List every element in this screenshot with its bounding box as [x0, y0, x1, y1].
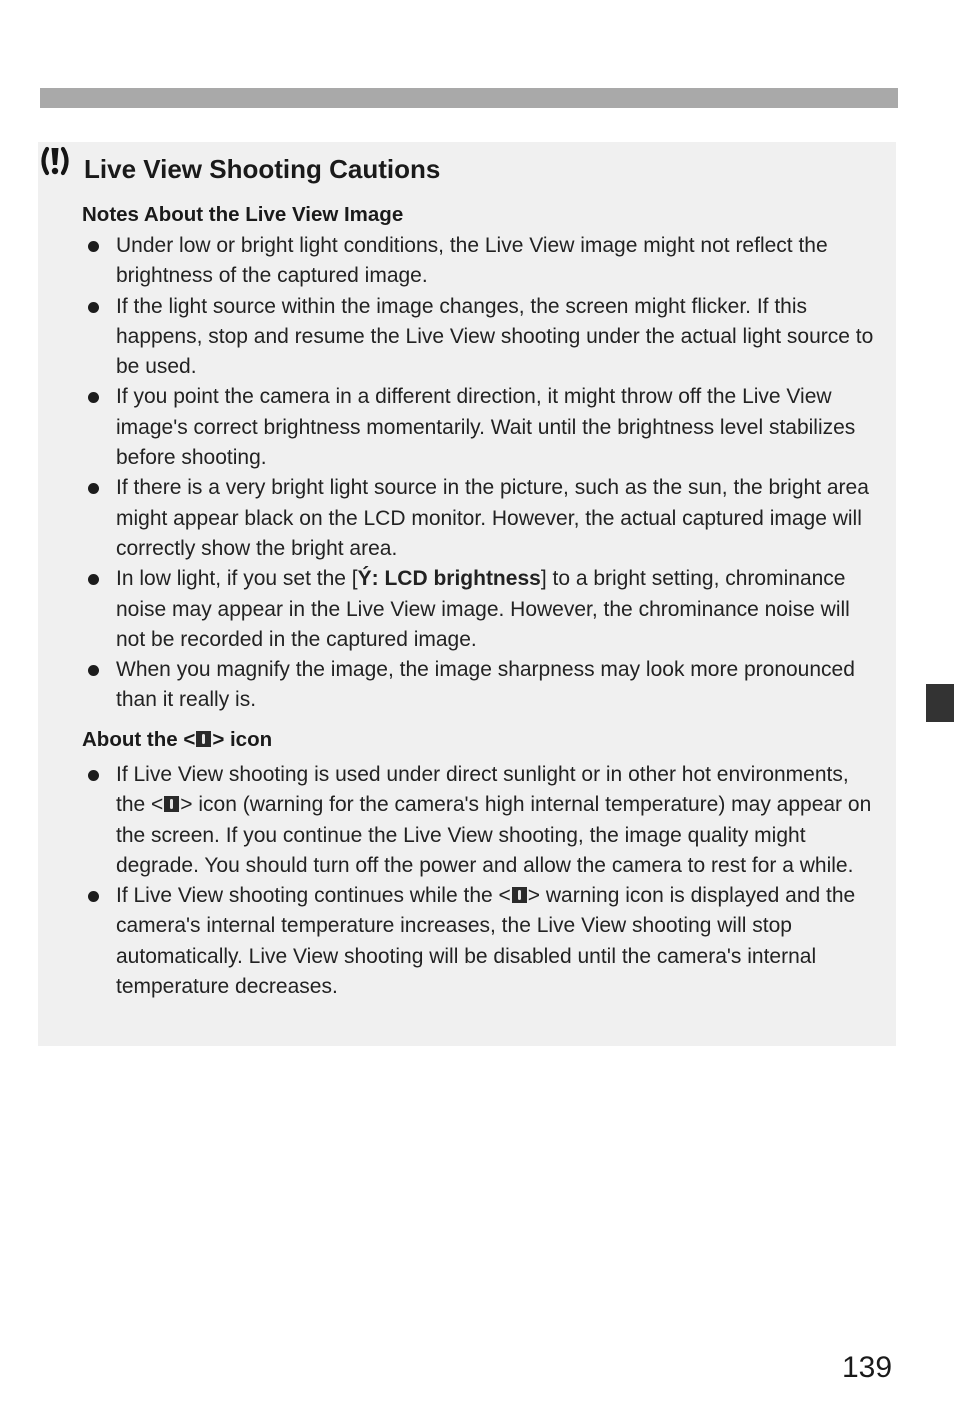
list-item	[82, 655, 882, 716]
section-heading-live-view-image: Notes About the Live View Image	[82, 203, 404, 226]
list-item	[82, 881, 882, 1002]
heading-text-post: > icon	[212, 728, 273, 751]
bullet-icon	[88, 483, 99, 494]
list-item-text: If you point the camera in a different direction, it might throw off the Live View image's correct brightness momentarily. Wait until the brightness level stabilizes before shooting.	[116, 385, 856, 470]
list-item	[82, 382, 882, 473]
lcd-brightness-label: LCD brightness	[378, 567, 541, 591]
bullet-icon	[88, 770, 99, 781]
temperature-warning-icon	[196, 731, 211, 747]
list-item-text: If the light source within the image changes, the screen might flicker. If this happens, stop and resume the Live View shooting under the actual light source to be used.	[116, 294, 874, 379]
heading-text-pre: About the <	[82, 728, 196, 751]
list-item-text-pre: In low light, if you set the [	[116, 567, 358, 591]
list-item	[82, 564, 882, 655]
list-item-text-pre: If Live View shooting continues while the <	[116, 884, 511, 908]
list-item-text-post: > warning icon is displayed and the camera's internal temperature increases, the Live View shooting will stop automatically. Live View shooting will be disabled until the camera's internal temperature decreases.	[116, 884, 856, 999]
list-item-text-post: > icon (warning for the camera's high internal temperature) may appear on the screen. If you continue the Live View shooting, the image quality might degrade. You should turn off the power and allow the camera to rest for a while.	[116, 793, 872, 877]
bullet-icon	[88, 574, 99, 585]
caution-icon	[38, 146, 72, 176]
list-item	[82, 760, 882, 881]
list-item-text-post: ] to a bright setting, chrominance noise may appear in the Live View image. However, the chrominance noise will not be recorded in the captured image.	[116, 567, 850, 651]
bullet-icon	[88, 241, 99, 252]
bullet-icon	[88, 891, 99, 902]
temperature-icon-notes-list	[82, 760, 882, 1002]
bullet-icon	[88, 392, 99, 403]
setup-menu-glyph: Ý:	[357, 567, 379, 591]
live-view-notes-list	[82, 231, 882, 716]
bullet-icon	[88, 665, 99, 676]
section-heading-temperature-icon	[82, 726, 272, 754]
list-item-text: If there is a very bright light source in the picture, such as the sun, the bright area might appear black on the LCD monitor. However, the actual captured image will correctly show the bright area.	[116, 476, 869, 560]
caution-title: Live View Shooting Cautions	[84, 154, 441, 184]
page-number: 139	[842, 1351, 893, 1384]
header-bar	[40, 88, 898, 108]
list-item	[82, 292, 882, 383]
list-item	[82, 473, 882, 564]
list-item-text: Under low or bright light conditions, the Live View image might not reflect the brightness of the captured image.	[116, 234, 828, 288]
bullet-icon	[88, 302, 99, 313]
list-item-text-pre: If Live View shooting is used under direct sunlight or in other hot environments, the <	[116, 763, 849, 817]
chapter-tab-marker	[926, 684, 954, 722]
list-item-text: When you magnify the image, the image sharpness may look more pronounced than it really is.	[116, 658, 855, 712]
temperature-warning-icon	[164, 796, 179, 812]
list-item	[82, 231, 882, 292]
temperature-warning-icon	[512, 887, 527, 903]
